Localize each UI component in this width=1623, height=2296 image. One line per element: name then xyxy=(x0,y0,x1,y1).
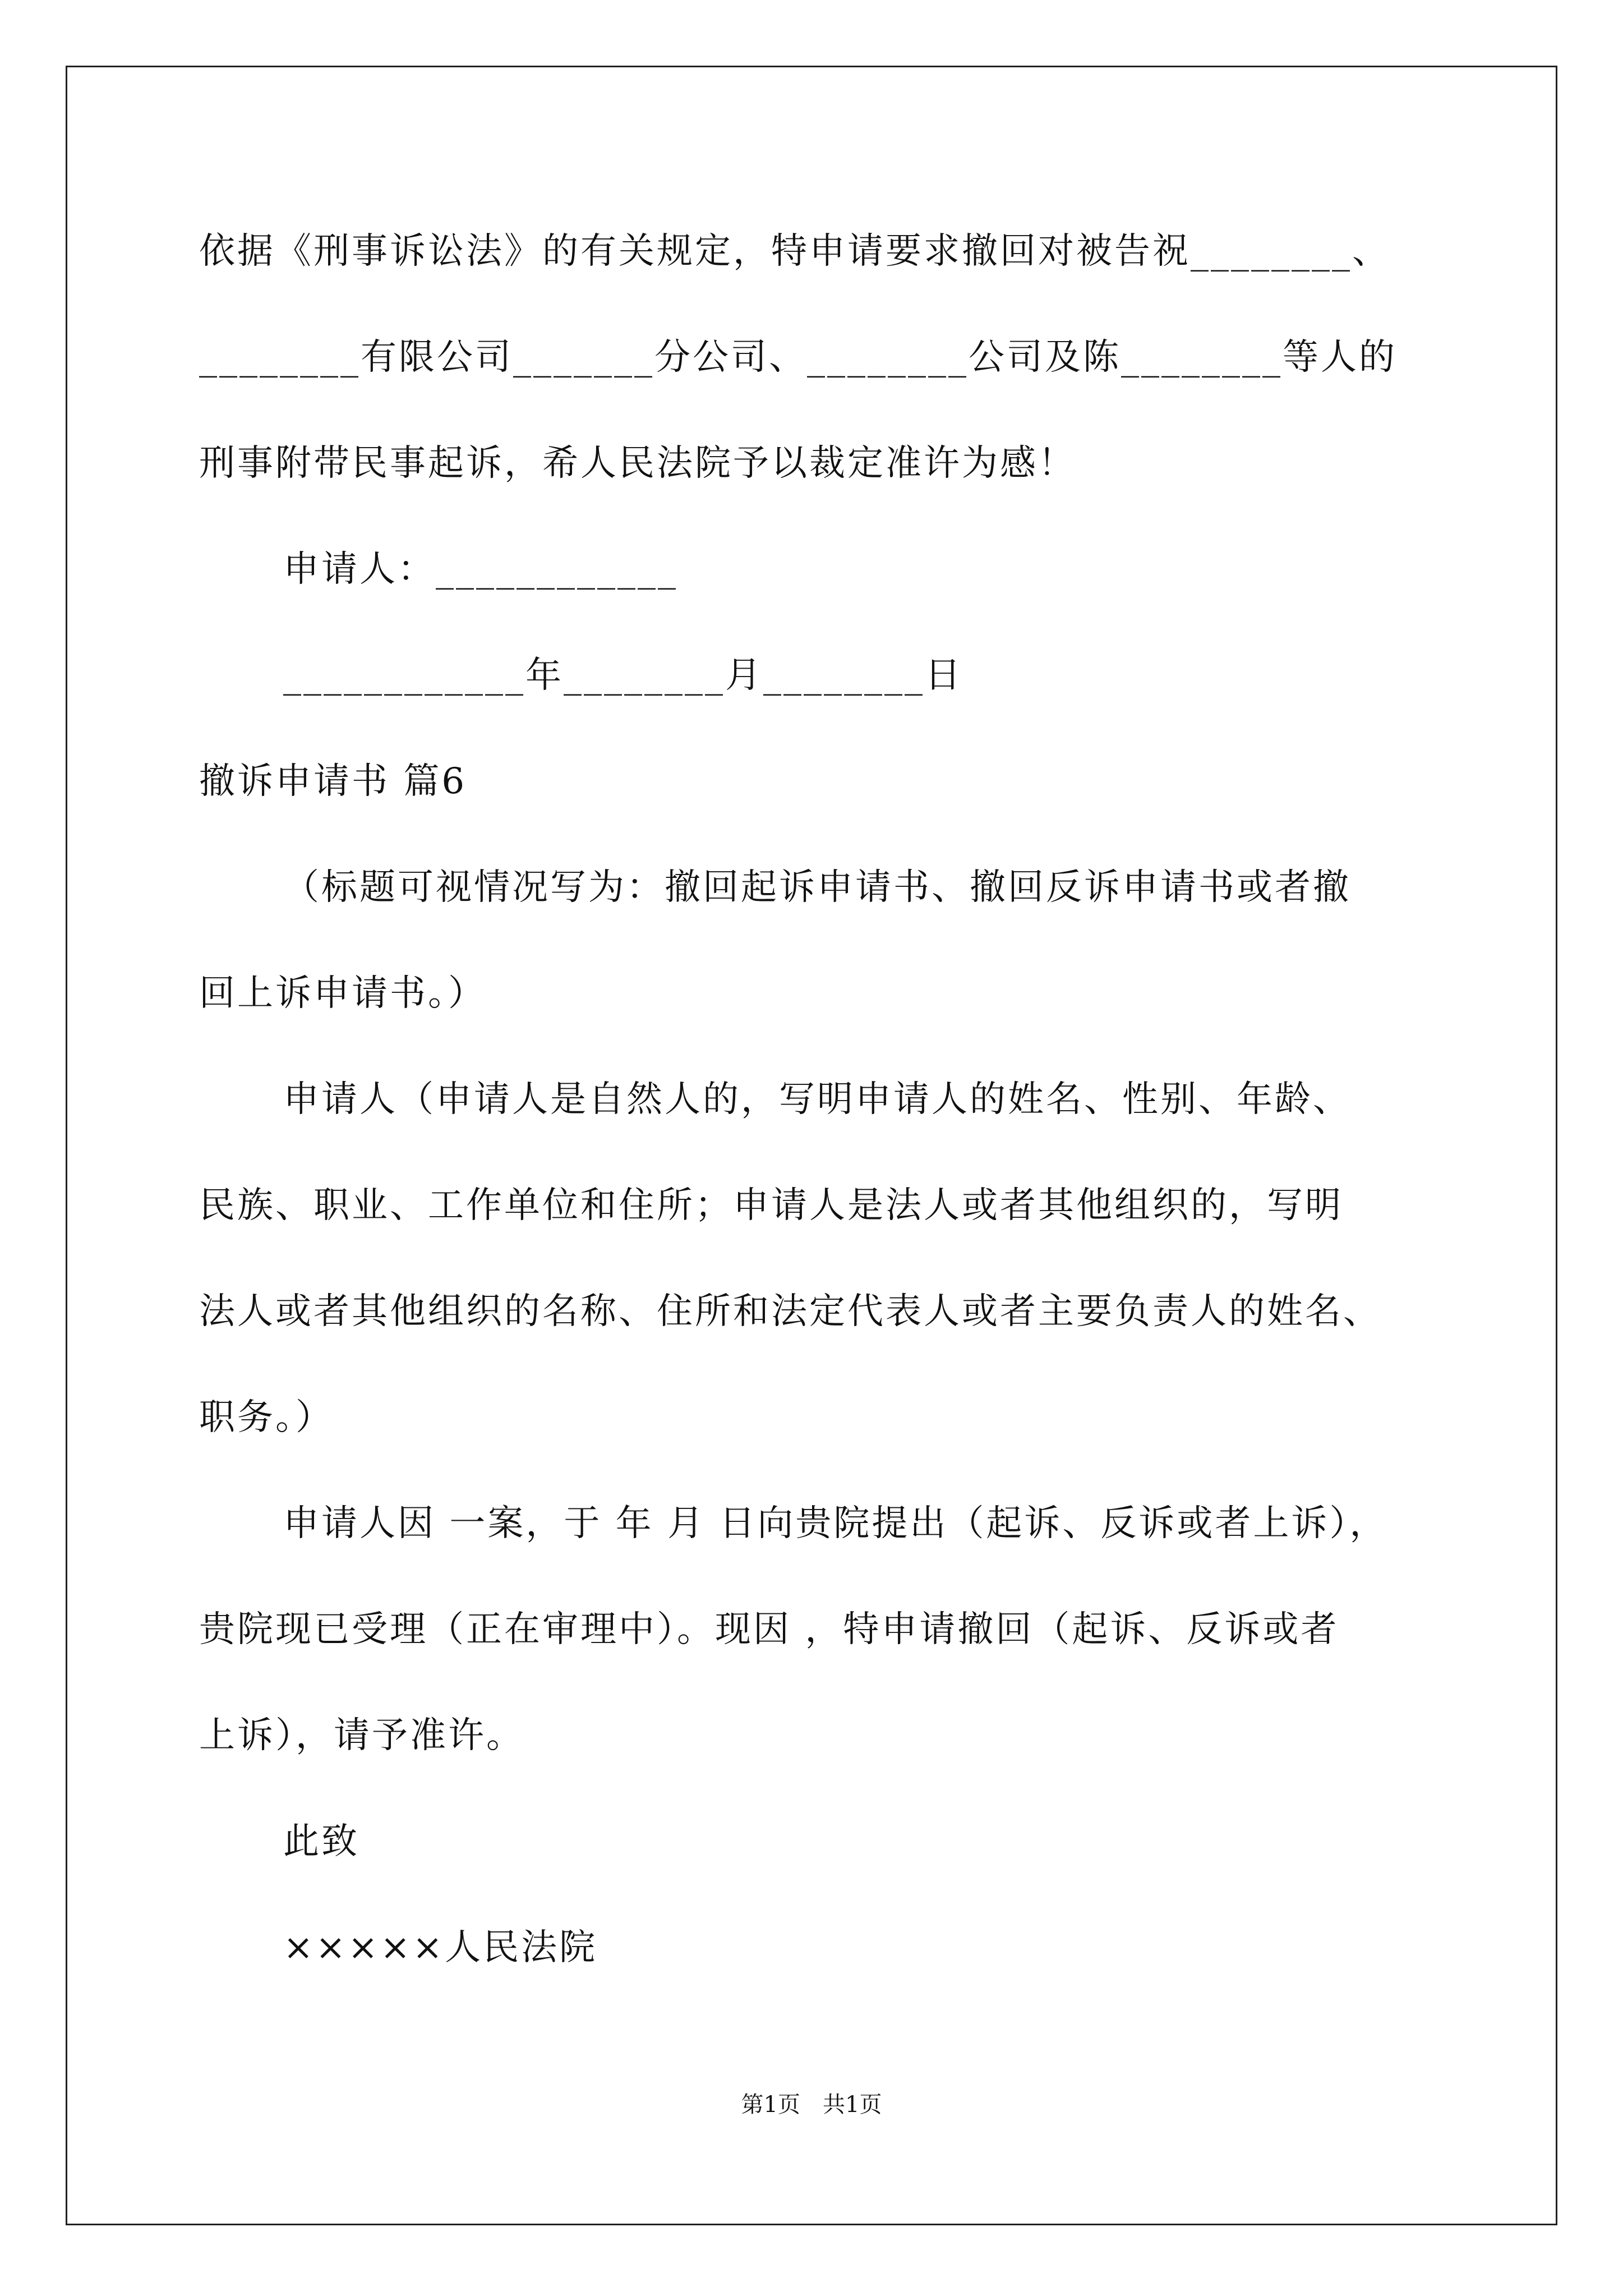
body-line-3: 刑事附带民事起诉，希人民法院予以裁定准许为感！ xyxy=(199,443,1076,484)
salutation: 此致 xyxy=(283,1821,359,1862)
page-number-footer: 第1页 共1页 xyxy=(741,2092,882,2118)
date-line: ____________年________月________日 xyxy=(283,655,963,696)
body-line-12: 职务。） xyxy=(199,1397,334,1438)
body-line-15: 上诉），请予准许。 xyxy=(199,1715,524,1756)
section-heading: 撤诉申请书 篇6 xyxy=(199,761,467,802)
body-line-2: ________有限公司_______分公司、________公司及陈________等人的 xyxy=(199,337,1397,378)
page-border xyxy=(66,66,1557,2225)
body-line-1: 依据《刑事诉讼法》的有关规定，特申请要求撤回对被告祝________、 xyxy=(199,231,1390,272)
body-line-7: （标题可视情况写为：撤回起诉申请书、撤回反诉申请书或者撤 xyxy=(283,867,1351,908)
body-line-10: 民族、职业、工作单位和住所；申请人是法人或者其他组织的，写明 xyxy=(199,1185,1343,1226)
court-name: ×××××人民法院 xyxy=(283,1927,598,1968)
body-line-8: 回上诉申请书。） xyxy=(199,973,486,1014)
applicant-signature-line: 申请人：____________ xyxy=(283,549,678,590)
body-line-13: 申请人因 一案，于 年 月 日向贵院提出（起诉、反诉或者上诉）， xyxy=(283,1503,1388,1544)
body-line-11: 法人或者其他组织的名称、住所和法定代表人或者主要负责人的姓名、 xyxy=(199,1291,1381,1332)
body-line-14: 贵院现已受理（正在审理中）。现因 ，特申请撤回（起诉、反诉或者 xyxy=(199,1609,1339,1650)
body-line-9: 申请人（申请人是自然人的，写明申请人的姓名、性别、年龄、 xyxy=(283,1079,1351,1120)
